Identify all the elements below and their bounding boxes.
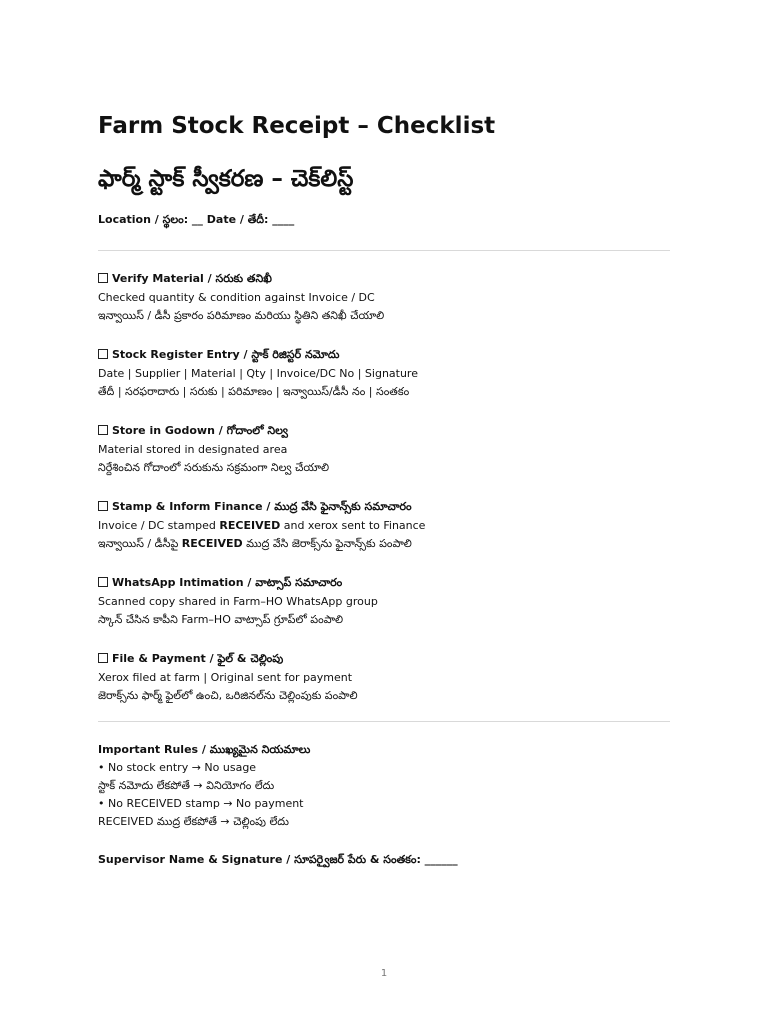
- checkbox-icon[interactable]: [98, 273, 108, 283]
- item-description-telugu: ఇన్వాయిస్ / డీసీ ప్రకారం పరిమాణం మరియు స్థితిని తనిఖీ చేయాలి: [98, 309, 385, 322]
- text-segment: Invoice / DC stamped: [98, 518, 220, 532]
- checkbox-icon[interactable]: [98, 349, 108, 359]
- text-segment: ముద్ర వేసి జెరాక్స్‌ను ఫైనాన్స్‌కు పంపాలి: [242, 537, 412, 550]
- rule-line: • No RECEIVED stamp → No payment: [98, 797, 304, 810]
- item-description-telugu: జెరాక్స్‌ను ఫార్మ్ ఫైల్‌లో ఉంచి, ఒరిజినల్‌ను చెల్లింపుకు పంపాలి: [98, 689, 358, 702]
- supervisor-signature-line: Supervisor Name & Signature / సూపర్వైజర్ పేరు & సంతకం: ______: [98, 853, 458, 866]
- rule-line: స్టాక్ నమోదు లేకపోతే → వినియోగం లేదు: [98, 779, 275, 792]
- checkbox-icon[interactable]: [98, 501, 108, 511]
- checkbox-icon[interactable]: [98, 577, 108, 587]
- text-segment: and xerox sent to Finance: [280, 518, 426, 532]
- checkbox-icon[interactable]: [98, 425, 108, 435]
- item-title: File & Payment / ఫైల్ & చెల్లింపు: [112, 652, 284, 665]
- rule-line: • No stock entry → No usage: [98, 761, 257, 774]
- divider: [98, 250, 670, 251]
- item-description-english: Date | Supplier | Material | Qty | Invoice/DC No | Signature: [98, 366, 418, 380]
- item-title: Stock Register Entry / స్టాక్ రిజిస్టర్ నమోదు: [112, 348, 340, 361]
- item-description-english: Xerox filed at farm | Original sent for payment: [98, 670, 353, 684]
- received-label: RECEIVED: [181, 537, 243, 550]
- page-title-english: Farm Stock Receipt – Checklist: [98, 113, 496, 139]
- item-description-telugu: నిర్దేశించిన గోదాంలో సరుకును సక్రమంగా నిల్వ చేయాలి: [98, 461, 330, 474]
- item-description-english: Checked quantity & condition against Invoice / DC: [98, 290, 375, 304]
- location-date-line: Location / స్థలం: __ Date / తేదీ: ____: [98, 213, 295, 226]
- item-title: Store in Godown / గోదాంలో నిల్వ: [112, 424, 288, 437]
- checklist-item-whatsapp: [98, 574, 670, 650]
- checklist-item-stock-register: [98, 346, 670, 422]
- text-segment: ఇన్వాయిస్ / డీసీపై: [98, 537, 182, 550]
- checklist: [98, 270, 670, 726]
- checklist-item-file-payment: [98, 650, 670, 726]
- page-title-telugu: ఫార్మ్ స్టాక్ స్వీకరణ – చెక్‌లిస్ట్: [98, 166, 354, 192]
- item-description-telugu: తేదీ | సరఫరాదారు | సరుకు | పరిమాణం | ఇన్వాయిస్/డీసీ నం | సంతకం: [98, 385, 410, 398]
- item-description-english: [98, 517, 670, 536]
- item-description-telugu: [98, 535, 670, 554]
- divider: [98, 721, 670, 722]
- checkbox-icon[interactable]: [98, 653, 108, 663]
- rules-title: Important Rules / ముఖ్యమైన నియమాలు: [98, 743, 311, 756]
- item-description-telugu: స్కాన్ చేసిన కాపీని Farm–HO వాట్సాప్ గ్రూప్‌లో పంపాలి: [98, 613, 344, 626]
- received-label: RECEIVED: [219, 518, 281, 532]
- item-title: Stamp & Inform Finance / ముద్ర వేసి ఫైనాన్స్‌కు సమాచారం: [112, 500, 412, 513]
- item-title: WhatsApp Intimation / వాట్సాప్ సమాచారం: [112, 576, 343, 589]
- checklist-item-stamp-finance: [98, 498, 670, 574]
- item-description-english: Material stored in designated area: [98, 442, 288, 456]
- item-description-english: Scanned copy shared in Farm–HO WhatsApp group: [98, 594, 378, 608]
- item-title: Verify Material / సరుకు తనిఖీ: [112, 272, 272, 285]
- checklist-item-verify-material: [98, 270, 670, 346]
- checklist-item-store-godown: [98, 422, 670, 498]
- page-number: 1: [380, 968, 388, 979]
- important-rules: [98, 741, 310, 831]
- rule-line: RECEIVED ముద్ర లేకపోతే → చెల్లింపు లేదు: [98, 815, 289, 828]
